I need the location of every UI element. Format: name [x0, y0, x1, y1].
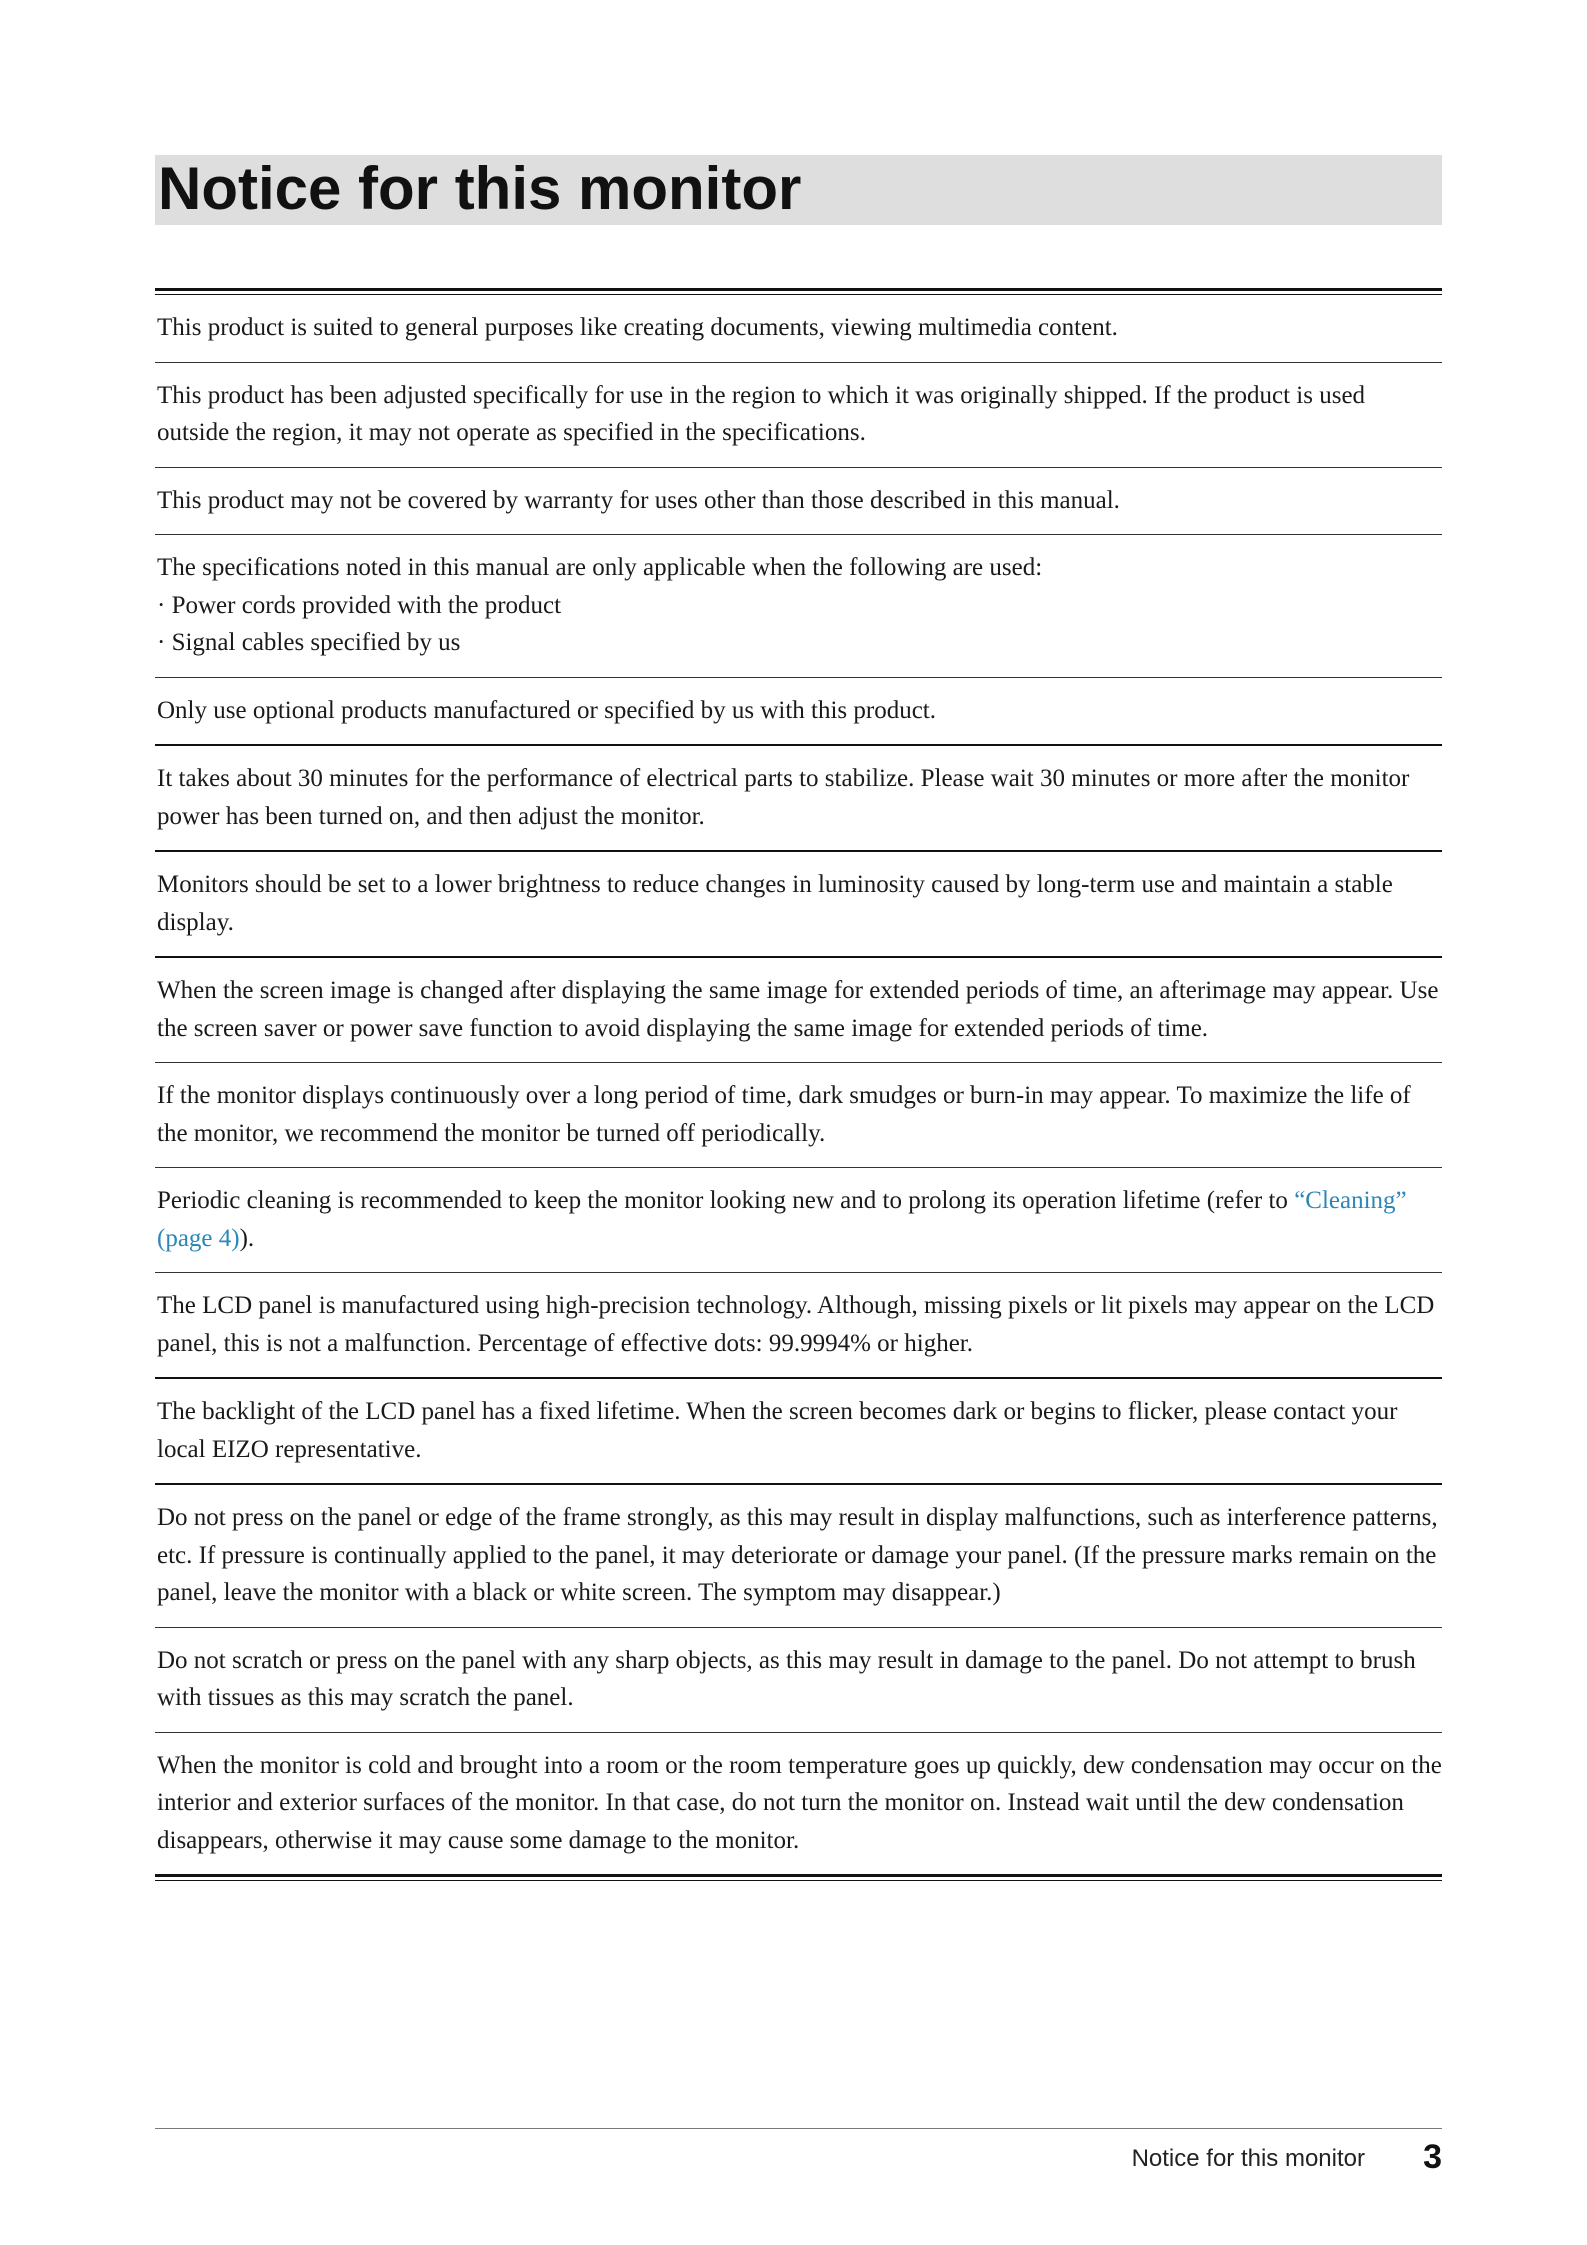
notice-item: The backlight of the LCD panel has a fixed lifetime. When the screen becomes dark or begins to flicker, please contact your local EIZO representative. [155, 1379, 1442, 1485]
notice-item: Do not press on the panel or edge of the frame strongly, as this may result in display malfunctions, such as interference patterns, etc. If pressure is continually applied to the panel, it may deteriorate or damage your panel. (If the pressure marks remain on the panel, leave the monitor with a black or white screen. The symptom may disappear.) [155, 1485, 1442, 1628]
notice-item: It takes about 30 minutes for the performance of electrical parts to stabilize. Please wait 30 minutes or more after the monitor power has been turned on, and then adjust the monitor. [155, 746, 1442, 852]
notice-item: This product is suited to general purposes like creating documents, viewing multimedia content. [155, 295, 1442, 363]
page-title: Notice for this monitor [158, 155, 802, 222]
notice-text: ). [239, 1224, 255, 1252]
notice-item: Only use optional products manufactured or specified by us with this product. [155, 678, 1442, 747]
notice-item: Monitors should be set to a lower brightness to reduce changes in luminosity caused by long-term use and maintain a stable display. [155, 852, 1442, 958]
cleaning-page-link[interactable]: “Cleaning” (page 4) [157, 1187, 1407, 1252]
notice-item: This product has been adjusted specifically for use in the region to which it was originally shipped. If the product is used outside the region, it may not operate as specified in the specifications. [155, 363, 1442, 468]
notice-list [155, 288, 1442, 1881]
notice-bullet: · Signal cables specified by us [157, 629, 461, 656]
notice-item: The LCD panel is manufactured using high-precision technology. Although, missing pixels or lit pixels may appear on the LCD panel, this is not a malfunction. Percentage of effective dots: 99.9994% or higher. [155, 1273, 1442, 1379]
page-number: 3 [1423, 2138, 1442, 2176]
notice-item: This product may not be covered by warranty for uses other than those described in this manual. [155, 468, 1442, 536]
notice-bullet: · Power cords provided with the product [157, 591, 562, 619]
notice-intro: The specifications noted in this manual are only applicable when the following are used: [157, 554, 1043, 581]
footer-section-label: Notice for this monitor [1131, 2145, 1365, 2172]
notice-item: Do not scratch or press on the panel with any sharp objects, as this may result in damage to the panel. Do not attempt to brush with tissues as this may scratch the panel. [155, 1628, 1442, 1733]
notice-item: When the monitor is cold and brought into a room or the room temperature goes up quickly, dew condensation may occur on the interior and exterior surfaces of the monitor. In that case, do not turn the monitor on. Instead wait until the dew condensation disappears, otherwise it may cause some damage to the monitor. [155, 1733, 1442, 1878]
footer-divider [155, 2128, 1442, 2129]
notice-item-cleaning [155, 1168, 1442, 1273]
notice-text: Periodic cleaning is recommended to keep the monitor looking new and to prolong its operation lifetime (refer to [157, 1187, 1295, 1214]
notice-item: When the screen image is changed after displaying the same image for extended periods of time, an afterimage may appear. Use the screen saver or power save function to avoid displaying the same image for extended periods of time. [155, 958, 1442, 1063]
notice-item-specifications [155, 535, 1442, 678]
notice-item: If the monitor displays continuously over a long period of time, dark smudges or burn-in may appear. To maximize the life of the monitor, we recommend the monitor be turned off periodically. [155, 1063, 1442, 1168]
